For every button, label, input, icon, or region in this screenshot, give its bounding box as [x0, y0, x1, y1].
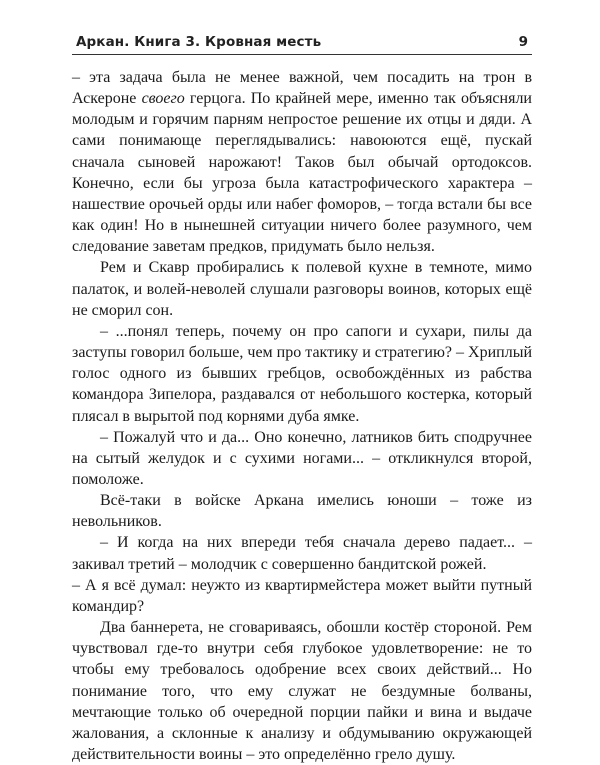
paragraph-1 [72, 67, 532, 257]
book-title: Аркан. Книга 3. Кровная месть [76, 34, 322, 50]
paragraph-1-end: герцога. По крайней мере, именно так объясняли молодым и горячим парням непростое решение их отцы и дяди. А сами понимающе переглядывались: навоюются ещё, пускай сначала сыновей нарожают! Таков был обычай ортодоксов. Конечно, если бы угроза была катастрофического характера – нашествие орочьей орды или набег фоморов, – тогда встали бы все как один! Но в нынешней ситуации ничего более разумного, чем следование заветам предков, придумать было нельзя. [72, 90, 532, 256]
italic-word: своего [141, 90, 185, 108]
page-number: 9 [518, 34, 528, 50]
running-header [72, 34, 532, 55]
paragraph-8: Два баннерета, не сговариваясь, обошли костёр стороной. Рем чувствовал где-то внутри себя глубокое удовлетворение: не то чтобы ему требовалось одобрение всех своих действий... Но понимание того, что ему служат не бездумные болваны, мечтающие только об очередной порции пайки и вина и выдаче жалования, а склонные к анализу и обдумыванию окружающей действительности воины – это определённо грело душу. [72, 619, 532, 763]
paragraph-5: Всё-таки в войске Аркана имелись юноши – тоже из невольников. [72, 492, 532, 531]
paragraph-6: – И когда на них впереди тебя сначала дерево падает... – закивал третий – молодчик с совершенно бандитской рожей. [72, 534, 532, 573]
book-page [72, 34, 532, 765]
body-text [72, 67, 532, 765]
paragraph-2: Рем и Скавр пробирались к полевой кухне в темноте, мимо палаток, и волей-неволей слушали разговоры воинов, которых ещё не сморил сон. [72, 259, 532, 319]
paragraph-3: – ...понял теперь, почему он про сапоги и сухари, пилы да заступы говорил больше, чем про тактику и стратегию? – Хриплый голос одного из бывших гребцов, освобождённых из рабства командора Зипелора, раздавался от небольшого костерка, который плясал в вырытой под корнями дуба ямке. [72, 322, 532, 425]
paragraph-1-start: – эта задача была не менее важной, чем посадить на трон в Аскероне [72, 69, 532, 108]
paragraph-4: – Пожалуй что и да... Оно конечно, латников бить сподручнее на сытый желудок и с сухими ногами... – откликнулся второй, помоложе. [72, 428, 532, 488]
paragraph-7: – А я всё думал: неужто из квартирмейстера может выйти путный командир? [72, 576, 532, 615]
